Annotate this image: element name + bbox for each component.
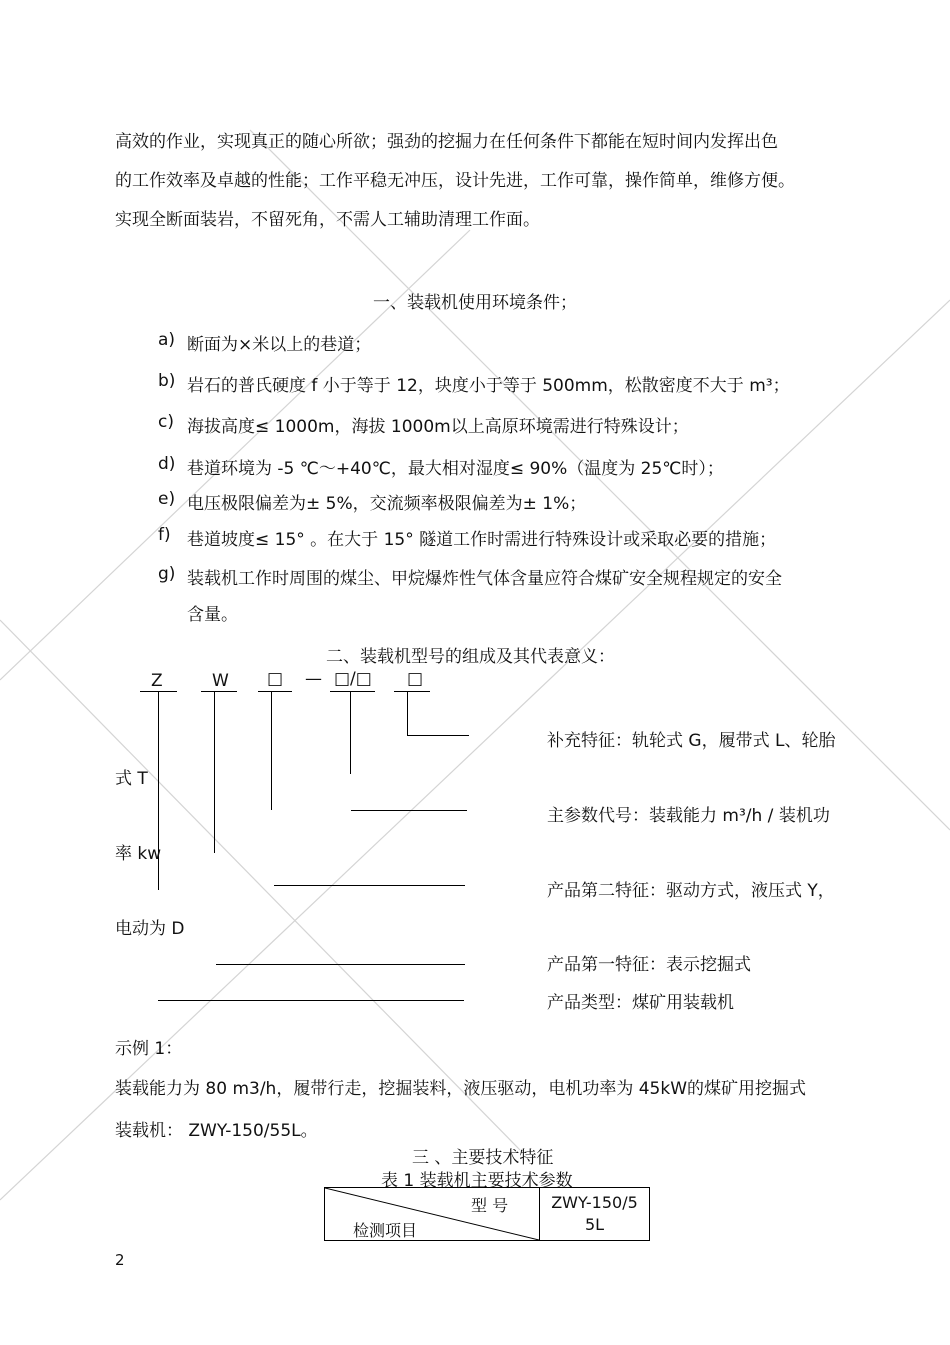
section-2-title: 二、装载机型号的组成及其代表意义： <box>326 647 615 667</box>
leader-product-type <box>158 1000 464 1001</box>
intro-line-1: 高效的作业，实现真正的随心所欲；强劲的挖掘力在任何条件下都能在短时间内发挥出色 <box>115 132 778 152</box>
table-diagonal-header-cell <box>325 1188 540 1241</box>
intro-line-3: 实现全断面装岩，不留死角，不需人工辅助清理工作面。 <box>115 210 540 230</box>
item-b-text: 岩石的普氏硬度 f 小于等于 12，块度小于等于 500mm，松散密度不大于 m³； <box>187 376 790 396</box>
note-product-type: 产品类型：煤矿用装载机 <box>547 993 734 1013</box>
item-f-label: f) <box>158 525 171 545</box>
item-e-text: 电压极限偏差为± 5%，交流频率极限偏差为± 1%； <box>187 494 587 514</box>
code-box-2-3: □/□ <box>334 669 372 689</box>
code-box-4: □ <box>407 669 424 689</box>
bracket-w-vertical <box>214 691 215 853</box>
item-a-text: 断面为×米以上的巷道； <box>187 335 372 355</box>
leader-first-feature <box>216 964 465 965</box>
bracket-box-2-3-vertical <box>350 691 351 774</box>
header-item-label: 检测项目 <box>353 1221 418 1240</box>
table-caption: 表 1 装载机主要技术参数 <box>381 1171 573 1191</box>
note-second-feature: 产品第二特征：驱动方式，液压式 Y， <box>547 881 835 901</box>
note-second-feature-cont: 电动为 D <box>115 919 185 939</box>
model-line-1: ZWY-150/5 <box>551 1193 638 1212</box>
code-box-4-underline <box>394 691 430 692</box>
note-supplement-cont: 式 T <box>115 769 148 789</box>
example-label: 示例 1： <box>115 1039 183 1059</box>
item-g-text: 装载机工作时周围的煤尘、甲烷爆炸性气体含量应符合煤矿安全规程规定的安全 <box>187 569 782 589</box>
params-table <box>324 1187 650 1241</box>
item-f-text: 巷道坡度≤ 15° 。在大于 15° 隧道工作时需进行特殊设计或采取必要的措施； <box>187 530 777 550</box>
example-line-2: 装载机： ZWY-150/55L。 <box>115 1121 318 1141</box>
item-d-label: d) <box>158 454 176 474</box>
table-model-cell <box>540 1188 650 1241</box>
note-main-param: 主参数代号：装载能力 m³/h / 装机功 <box>547 806 830 826</box>
code-box-1-underline <box>258 691 292 692</box>
bracket-box-1-vertical <box>271 691 272 810</box>
item-a-label: a) <box>158 330 176 350</box>
code-w-underline <box>201 691 237 692</box>
note-first-feature: 产品第一特征：表示挖掘式 <box>547 955 751 975</box>
code-box-2-3-underline <box>330 691 375 692</box>
item-g-label: g) <box>158 564 176 584</box>
item-g-continuation: 含量。 <box>187 605 238 625</box>
item-e-label: e) <box>158 489 176 509</box>
leader-second-feature <box>274 885 465 886</box>
bracket-box-4-vertical <box>407 691 408 735</box>
note-main-param-cont: 率 kw <box>115 844 162 864</box>
note-supplement: 补充特征：轨轮式 G，履带式 L、轮胎 <box>547 731 836 751</box>
item-b-label: b) <box>158 371 176 391</box>
model-line-2: 5L <box>584 1215 605 1234</box>
table-header-row <box>325 1188 650 1241</box>
page-number: 2 <box>115 1251 125 1269</box>
section-3-title: 三 、主要技术特征 <box>412 1148 554 1168</box>
item-c-label: c) <box>158 412 174 432</box>
code-dash: — <box>305 669 322 689</box>
leader-supplement <box>407 735 469 736</box>
code-z: Z <box>151 671 163 691</box>
leader-main-param <box>351 810 467 811</box>
code-w: W <box>212 671 229 691</box>
header-model-label: 型 号 <box>471 1196 509 1215</box>
code-box-1: □ <box>267 669 284 689</box>
item-c-text: 海拔高度≤ 1000m，海拔 1000m以上高原环境需进行特殊设计； <box>187 417 689 437</box>
section-1-title: 一、装载机使用环境条件； <box>373 293 577 313</box>
example-line-1: 装载能力为 80 m3/h，履带行走，挖掘装料，液压驱动，电机功率为 45kW的煤矿用挖掘式 <box>115 1079 807 1099</box>
intro-line-2: 的工作效率及卓越的性能；工作平稳无冲压，设计先进，工作可靠，操作简单，维修方便。 <box>115 171 795 191</box>
item-d-text: 巷道环境为 -5 ℃～+40℃，最大相对湿度≤ 90%（温度为 25℃时）； <box>187 459 724 479</box>
